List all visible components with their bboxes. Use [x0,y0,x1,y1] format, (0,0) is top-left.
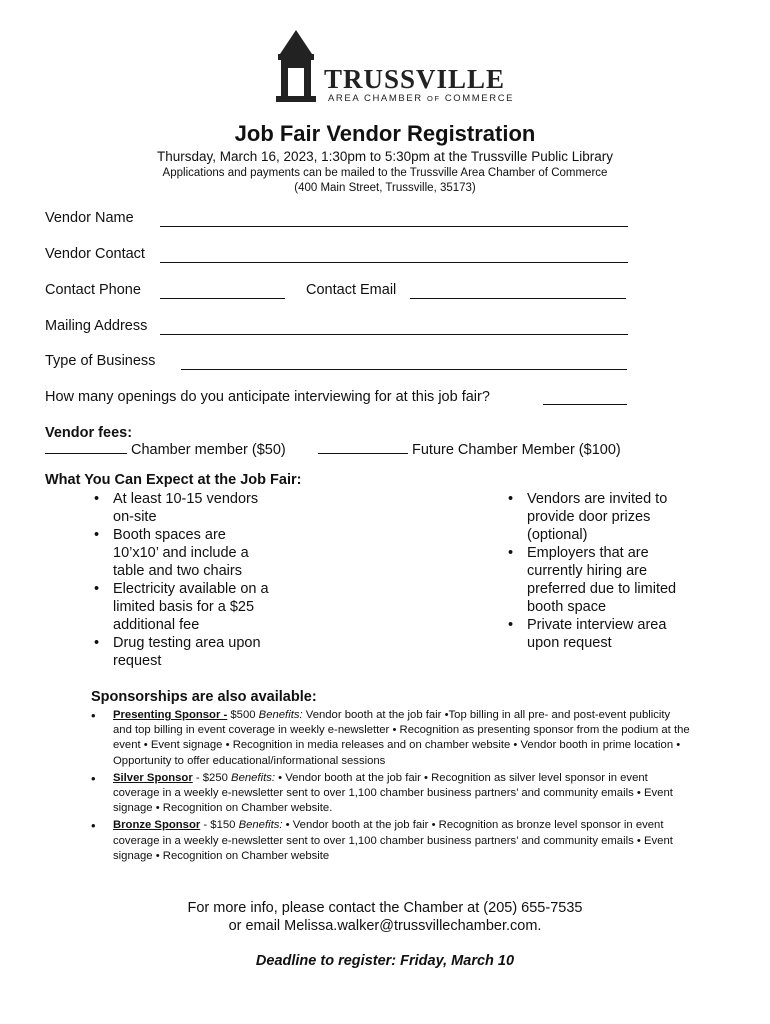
vendor-contact-label: Vendor Contact [45,246,145,262]
mailing-info [0,166,770,196]
logo-subtitle: AREA CHAMBER OF COMMERCE [328,93,515,104]
vendor-name-label: Vendor Name [45,210,134,226]
list-item: • Vendors are invited to provide door prizes (optional) [501,490,686,544]
list-item: • At least 10-15 vendors on-site [87,490,272,526]
chamber-logo [276,30,515,104]
contact-phone-field[interactable] [160,298,285,299]
benefits-label: Benefits: [231,771,276,784]
mailing-info-line1: Applications and payments can be mailed to the Trussville Area Chamber of Commerce [162,167,608,179]
sponsor-name: Bronze Sponsor [113,819,201,832]
event-date-location: Thursday, March 16, 2023, 1:30pm to 5:30pm at the Trussville Public Library [157,149,613,164]
fee-future-label: Future Chamber Member ($100) [412,442,621,458]
contact-info [0,899,770,935]
sponsor-benefits: • Vendor booth at the job fair • Recognition as bronze level sponsor in event coverage in a weekly e-newsletter sent to over 1,100 chamber business partners’ and community emails • Event signage • Recognition on Chamber website [113,819,673,862]
sponsor-benefits: • Vendor booth at the job fair • Recognition as silver level sponsor in event coverage in a weekly e-newsletter sent to over 1,100 chamber business partners’ and community emails • Event signage • Recognition on Chamber website. [113,771,673,815]
openings-field[interactable] [543,404,627,405]
contact-phone-label: Contact Phone [45,282,141,298]
mailing-address-label: Mailing Address [45,318,148,334]
sponsor-benefits: Vendor booth at the job fair •Top billing in all pre- and post-event publicity and top billing in event coverage in weekly e-newsletter • Recognition as presenting sponsor from the podium at the event • Event signage • Recognition in media releases and on chamber website • Vendor booth in prime location • Opportunity to offer educational/informational sessions [113,709,690,767]
expect-list-left [87,490,272,670]
expect-list-right [501,490,686,652]
benefits-label: Benefits: [258,709,303,721]
type-of-business-field[interactable] [181,369,627,370]
contact-phone-line: For more info, please contact the Chamber at (205) 655-7535 [187,900,583,916]
benefits-label: Benefits: [238,819,283,832]
sponsorship-silver [91,771,691,817]
openings-question: How many openings do you anticipate interviewing for at this job fair? [45,389,490,405]
mailing-address-field[interactable] [160,334,628,335]
sponsorship-presenting [91,708,691,769]
vendor-contact-field[interactable] [160,262,628,263]
deadline-notice: Deadline to register: Friday, March 10 [255,953,515,969]
sponsor-name: Presenting Sponsor - [113,709,228,721]
list-item: • Drug testing area upon request [87,634,272,670]
vendor-name-field[interactable] [160,226,628,227]
sponsorship-bronze [91,818,691,864]
vendor-fees-heading: Vendor fees: [45,425,133,441]
sponsor-name: Silver Sponsor [113,771,193,784]
fee-member-option[interactable] [45,441,286,458]
sponsorship-list [91,708,691,866]
mailing-info-line2: (400 Main Street, Trussville, 35173) [294,182,476,194]
sponsor-price: - $150 [200,819,239,832]
sponsor-price: - $250 [192,771,232,784]
contact-email-field[interactable] [410,298,626,299]
list-item: • Electricity available on a limited basis for a $25 additional fee [87,580,272,634]
fee-member-blank[interactable] [45,441,127,454]
fee-future-blank[interactable] [318,441,408,454]
list-item: • Booth spaces are 10’x10’ and include a table and two chairs [87,526,272,580]
sponsor-price: $500 [227,709,259,721]
contact-email-line[interactable]: or email Melissa.walker@trussvillechamber.com. [228,918,542,934]
contact-email-label: Contact Email [306,282,397,298]
type-of-business-label: Type of Business [45,353,156,369]
expect-heading: What You Can Expect at the Job Fair: [45,472,302,488]
list-item: • Employers that are currently hiring are preferred due to limited booth space [501,544,686,616]
tower-icon [276,30,316,102]
list-item: • Private interview area upon request [501,616,686,652]
fee-member-label: Chamber member ($50) [131,442,286,458]
fee-future-option[interactable] [318,441,621,458]
sponsorships-heading: Sponsorships are also available: [91,689,317,705]
logo-wordmark: TRUSSVILLE [324,64,506,94]
page-title: Job Fair Vendor Registration [234,121,536,146]
